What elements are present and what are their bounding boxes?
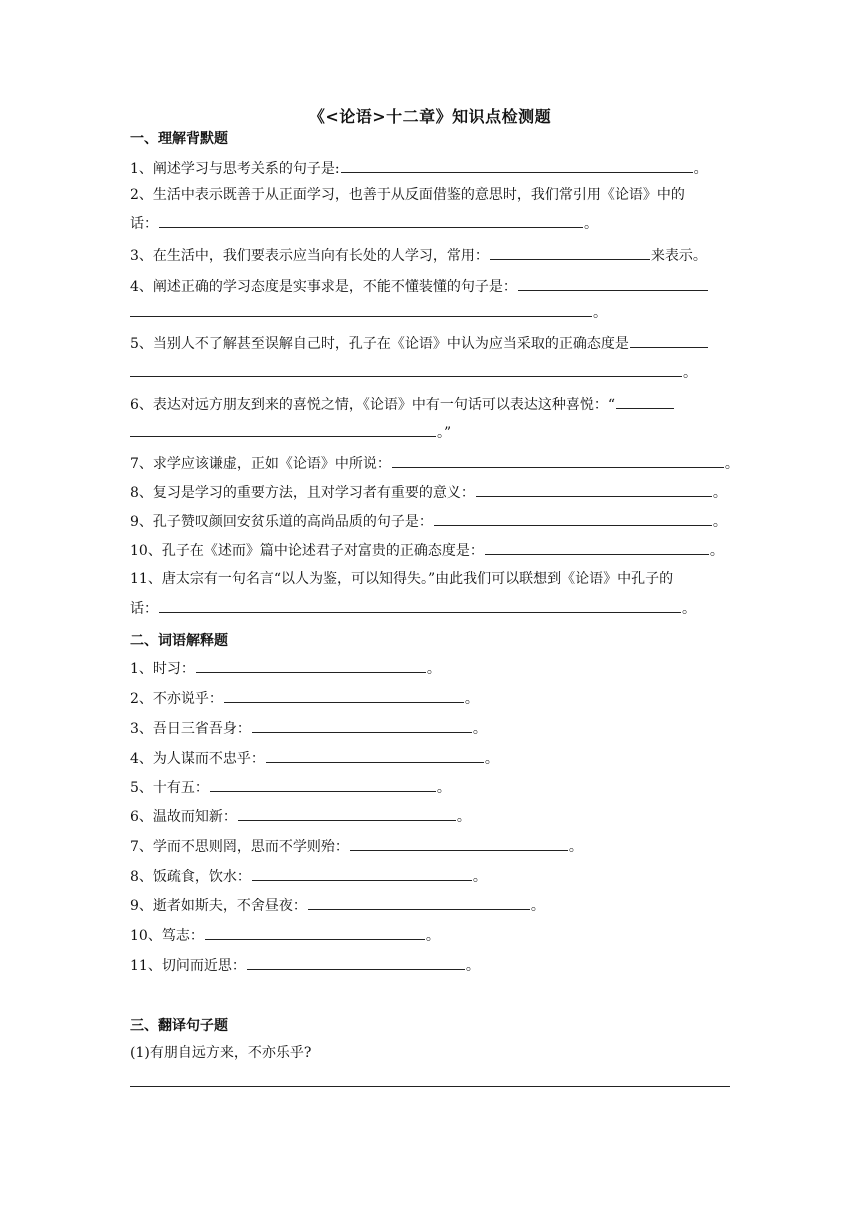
- answer-blank[interactable]: [247, 955, 465, 970]
- question-9-text: 9、孔子赞叹颜回安贫乐道的高尚品质的句子是：: [130, 514, 433, 530]
- answer-blank[interactable]: [224, 688, 464, 703]
- answer-blank[interactable]: [490, 245, 650, 260]
- question-6-line2: [130, 422, 730, 443]
- question-6-text: 6、表达对远方朋友到来的喜悦之情，《论语》中有一句话可以表达这种喜悦：“: [130, 397, 616, 413]
- period: 。: [530, 898, 545, 914]
- period: 。: [472, 721, 487, 737]
- word-2-text: 2、不亦说乎：: [130, 691, 223, 707]
- word-6: [130, 806, 730, 827]
- question-5-text: 5、当别人不了解甚至误解自己时，孔子在《论语》中认为应当采取的正确态度是: [130, 336, 629, 352]
- word-2: [130, 688, 730, 709]
- answer-line[interactable]: [130, 1086, 730, 1087]
- answer-blank[interactable]: [485, 540, 709, 555]
- word-9: [130, 895, 730, 916]
- period: 。: [425, 928, 440, 944]
- question-4: [130, 276, 730, 297]
- answer-blank[interactable]: [341, 158, 693, 173]
- answer-blank[interactable]: [159, 213, 583, 228]
- answer-blank[interactable]: [130, 302, 592, 317]
- period: 。: [464, 691, 479, 707]
- period: 。: [593, 305, 607, 321]
- period: 。: [436, 780, 451, 796]
- answer-blank[interactable]: [266, 748, 484, 763]
- period: 。: [584, 216, 598, 232]
- answer-blank[interactable]: [350, 836, 568, 851]
- question-9: [130, 511, 730, 532]
- answer-blank[interactable]: [205, 925, 425, 940]
- answer-blank[interactable]: [130, 362, 682, 377]
- answer-blank[interactable]: [476, 482, 712, 497]
- word-3: [130, 718, 730, 739]
- answer-blank[interactable]: [159, 598, 681, 613]
- answer-blank[interactable]: [252, 718, 472, 733]
- question-2-line1: 2、生活中表示既善于从正面学习，也善于从反面借鉴的意思时，我们常引用《论语》中的: [130, 187, 685, 203]
- period: 。: [709, 543, 724, 559]
- question-6: [130, 394, 730, 415]
- question-4-line2: [130, 302, 730, 323]
- period: 。: [456, 809, 471, 825]
- period: 。: [712, 514, 727, 530]
- period: 。: [724, 456, 739, 472]
- word-11: [130, 955, 730, 976]
- answer-blank[interactable]: [630, 333, 708, 348]
- question-10: [130, 540, 730, 561]
- question-5: [130, 333, 730, 354]
- answer-blank[interactable]: [238, 806, 456, 821]
- question-1-text: 1、阐述学习与思考关系的句子是:: [130, 161, 340, 177]
- translate-1: (1)有朋自远方来，不亦乐乎?: [130, 1045, 312, 1061]
- answer-blank[interactable]: [518, 276, 708, 291]
- answer-blank[interactable]: [434, 511, 712, 526]
- section-2-heading: 二、词语解释题: [130, 633, 228, 649]
- answer-blank[interactable]: [616, 394, 674, 409]
- word-3-text: 3、吾日三省吾身：: [130, 721, 251, 737]
- question-11-text: 话：: [130, 601, 158, 617]
- question-11-line1: 11、唐太宗有一句名言“以人为鉴，可以知得失。”由此我们可以联想到《论语》中孔子的: [130, 571, 674, 587]
- word-9-text: 9、逝者如斯夫，不舍昼夜：: [130, 898, 307, 914]
- word-7-text: 7、学而不思则罔，思而不学则殆：: [130, 839, 349, 855]
- word-5-text: 5、十有五：: [130, 780, 209, 796]
- word-10: [130, 925, 730, 946]
- question-5-line2: [130, 362, 730, 383]
- question-7-text: 7、求学应该谦虚，正如《论语》中所说：: [130, 456, 391, 472]
- word-1-text: 1、时习：: [130, 661, 195, 677]
- answer-blank[interactable]: [252, 866, 472, 881]
- word-6-text: 6、温故而知新：: [130, 809, 237, 825]
- question-8: [130, 482, 730, 503]
- period: 。: [484, 751, 499, 767]
- answer-blank[interactable]: [196, 658, 426, 673]
- question-2-line2: [130, 213, 730, 234]
- question-3: [130, 245, 730, 266]
- period: 。: [693, 161, 708, 177]
- word-4-text: 4、为人谋而不忠乎：: [130, 751, 265, 767]
- word-8-text: 8、饭疏食，饮水：: [130, 869, 251, 885]
- question-4-text: 4、阐述正确的学习态度是实事求是，不能不懂装懂的句子是：: [130, 279, 517, 295]
- answer-blank[interactable]: [210, 777, 436, 792]
- word-5: [130, 777, 730, 798]
- question-3-text: 3、在生活中，我们要表示应当向有长处的人学习，常用：: [130, 248, 489, 264]
- question-7: [130, 453, 739, 474]
- answer-blank[interactable]: [392, 453, 724, 468]
- period: 。: [426, 661, 441, 677]
- section-1-heading: 一、理解背默题: [130, 131, 228, 147]
- period: 。: [568, 839, 583, 855]
- word-4: [130, 748, 730, 769]
- word-7: [130, 836, 730, 857]
- section-3-heading: 三、翻译句子题: [130, 1018, 228, 1034]
- question-11-line2: [130, 598, 730, 619]
- period: 。: [682, 601, 696, 617]
- question-1: [130, 158, 730, 179]
- question-8-text: 8、复习是学习的重要方法，且对学习者有重要的意义：: [130, 485, 475, 501]
- period: 。: [683, 365, 697, 381]
- answer-blank[interactable]: [130, 422, 436, 437]
- question-10-text: 10、孔子在《述而》篇中论述君子对富贵的正确态度是：: [130, 543, 484, 559]
- word-11-text: 11、切问而近思：: [130, 958, 246, 974]
- question-3-end: 来表示。: [650, 248, 707, 264]
- period: 。: [465, 958, 480, 974]
- period: 。: [712, 485, 727, 501]
- page-title: 《<论语>十二章》知识点检测题: [308, 107, 552, 126]
- question-2-text: 话：: [130, 216, 158, 232]
- period: 。: [472, 869, 487, 885]
- word-10-text: 10、笃志：: [130, 928, 204, 944]
- answer-blank[interactable]: [308, 895, 530, 910]
- word-1: [130, 658, 730, 679]
- word-8: [130, 866, 730, 887]
- question-6-end: 。”: [437, 425, 452, 441]
